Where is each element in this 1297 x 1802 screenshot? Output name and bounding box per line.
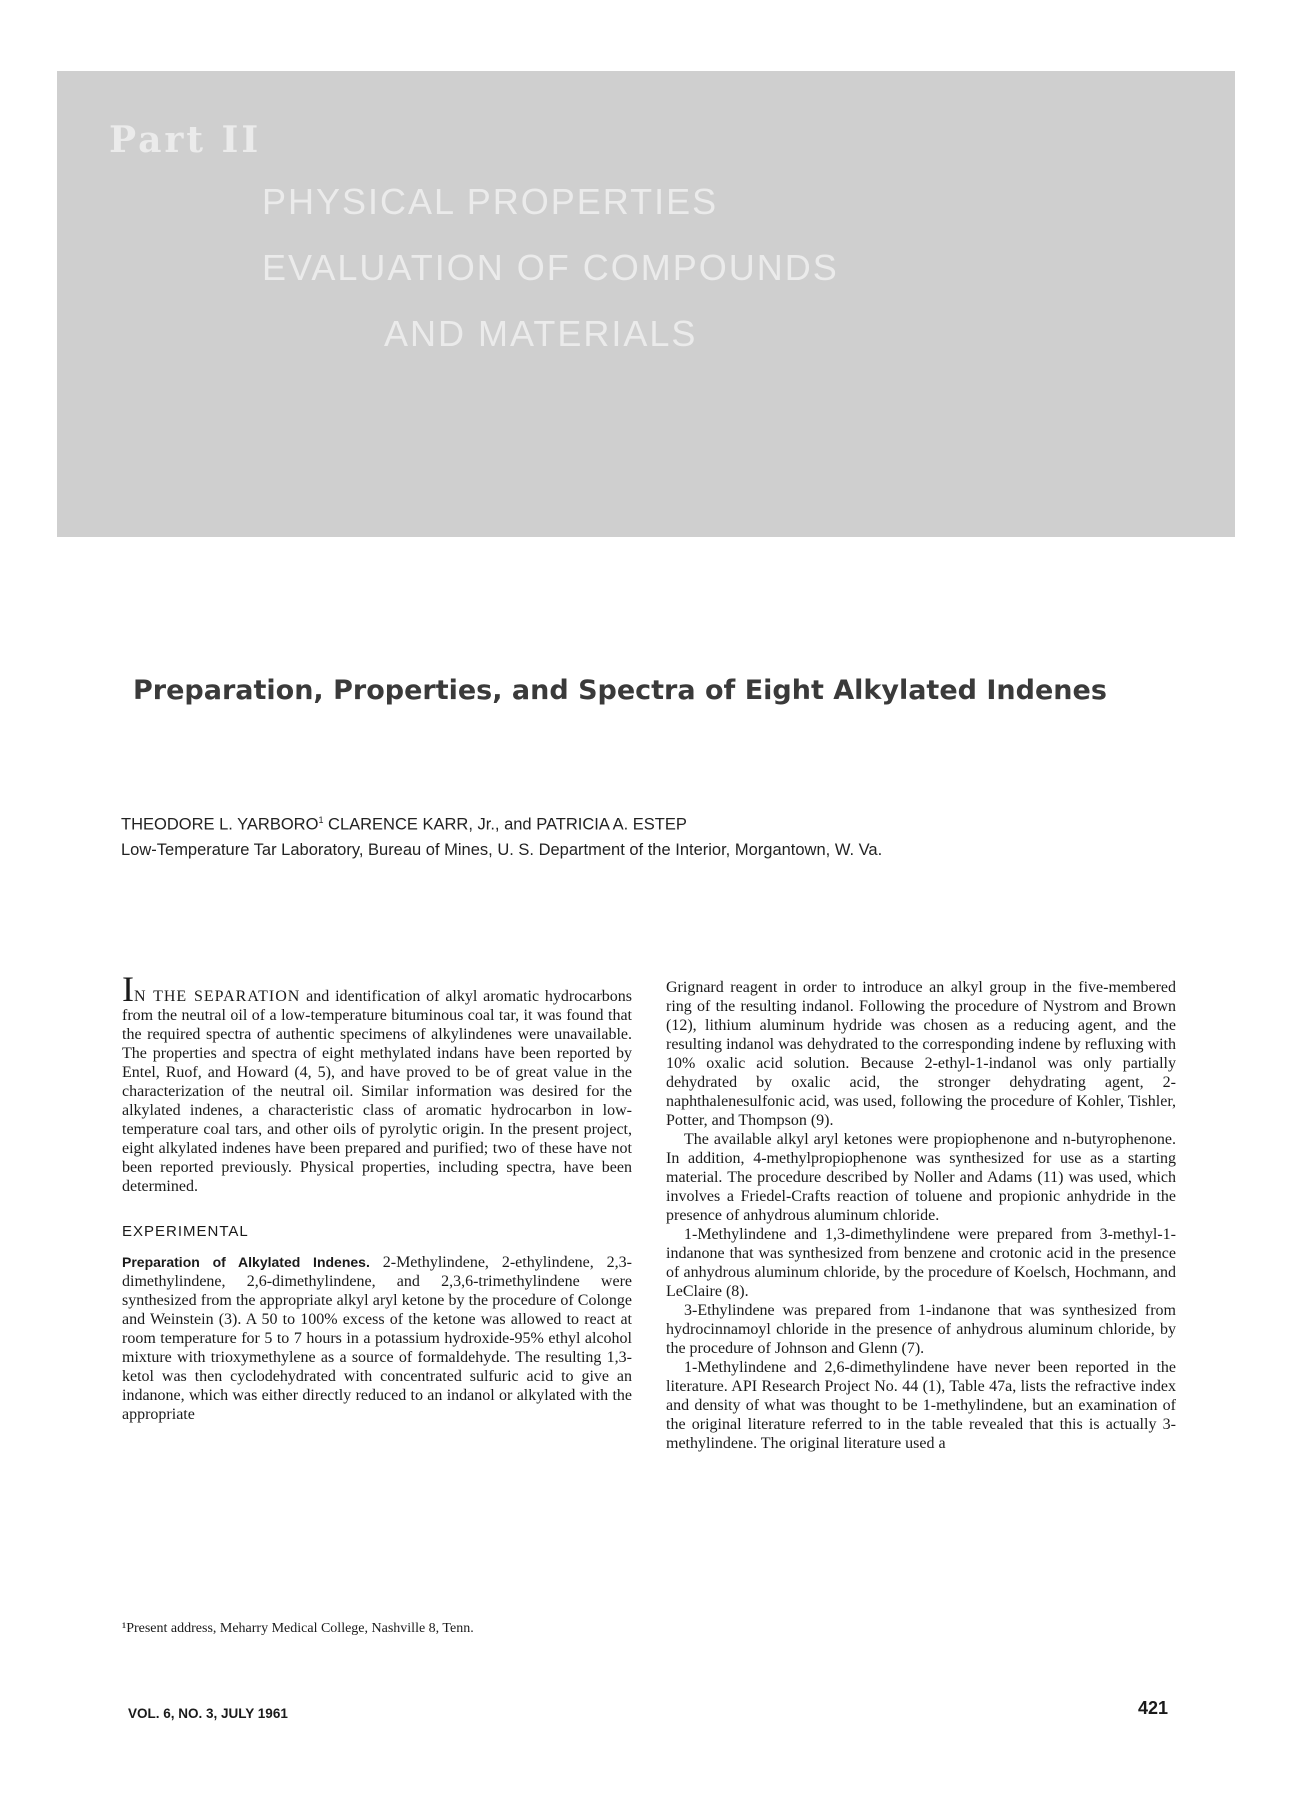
paragraph: Grignard reagent in order to introduce an alkyl group in the five-membered ring of the resulting indanol. Following the procedure of Nystrom and Brown (12), lithium aluminum hydride was chosen as a reducing agent, and the resulting indanol was dehydrated to the corresponding indene by refluxing with 10% oxalic acid solution. Because 2-ethyl-1-indanol was only partially dehydrated by oxalic acid, the stronger dehydrating agent, 2-naphthalenesulfonic acid, was used, following the procedure of Kohler, Tishler, Potter, and Thompson (9).	[666, 979, 1176, 1129]
drop-cap: I	[122, 969, 134, 1009]
footnote-marker: 1	[318, 815, 324, 825]
banner-line-3: AND MATERIALS	[384, 313, 698, 354]
subsection-body: 2-Methylindene, 2-ethylindene, 2,3-dimethylindene, 2,6-dimethylindene, and 2,3,6-trimethylindene were synthesized from the appropriate alkyl aryl ketone by the procedure of Colonge and Weinstein (3). A 50 to 100% excess of the ketone was allowed to react at room temperature for 5 to 7 hours in a potassium hydroxide-95% ethyl alcohol mixture with trioxymethylene as a source of formaldehyde. The resulting 1,3-ketol was then cyclodehydrated with concentrated sulfuric acid to give an indanone, which was either directly reduced to an indanol or alkylated with the appropriate	[122, 1254, 632, 1423]
journal-info: VOL. 6, NO. 3, JULY 1961	[128, 1706, 288, 1721]
left-column	[122, 969, 633, 1424]
author-rest: CLARENCE KARR, Jr., and PATRICIA A. ESTEP	[323, 815, 687, 834]
section-banner	[57, 71, 1235, 537]
part-label: Part II	[109, 119, 262, 161]
banner-line-2: EVALUATION OF COMPOUNDS	[262, 247, 839, 288]
affiliation: Low-Temperature Tar Laboratory, Bureau of Mines, U. S. Department of the Interior, Morgantown, W. Va.	[121, 841, 883, 859]
page-number: 421	[1138, 1698, 1169, 1718]
author-list	[121, 815, 687, 835]
footnote: ¹Present address, Meharry Medical College, Nashville 8, Tenn.	[122, 1621, 474, 1636]
author-first: THEODORE L. YARBORO	[121, 815, 319, 834]
right-column	[666, 978, 1176, 1453]
section-heading: EXPERIMENTAL	[122, 1223, 249, 1240]
intro-paragraph	[122, 969, 633, 1196]
intro-body: and identification of alkyl aromatic hydrocarbons from the neutral oil of a low-temperature bituminous coal tar, it was found that the required spectra of authentic specimens of alkylindenes were unavailable. The properties and spectra of eight methylated indans have been reported by Entel, Ruof, and Howard (4, 5), and have proved to be of great value in the characterization of the neutral oil. Similar information was desired for the alkylated indenes, a characteristic class of aromatic hydrocarbon in low-temperature coal tars, and other oils of pyrolytic origin. In the present project, eight alkylated indenes have been prepared and purified; two of these have not been reported previously. Physical properties, including spectra, have been determined.	[122, 988, 633, 1195]
subsection-paragraph	[122, 1253, 632, 1424]
subsection-heading: Preparation of Alkylated Indenes.	[122, 1254, 370, 1270]
banner-line-1: PHYSICAL PROPERTIES	[262, 181, 719, 222]
paragraph: The available alkyl aryl ketones were propiophenone and n-butyrophenone. In addition, 4-methylpropiophenone was synthesized for use as a starting material. The procedure described by Noller and Adams (11) was used, which involves a Friedel-Crafts reaction of toluene and propionic anhydride in the presence of anhydrous aluminum chloride.	[666, 1131, 1176, 1224]
paragraph: 1-Methylindene and 2,6-dimethylindene have never been reported in the literature. API Research Project No. 44 (1), Table 47a, lists the refractive index and density of what was thought to be 1-methylindene, but an examination of the original literature referred to in the table revealed that this is actually 3-methylindene. The original literature used a	[666, 1359, 1176, 1452]
article-title: Preparation, Properties, and Spectra of Eight Alkylated Indenes	[133, 675, 1107, 706]
paragraph: 3-Ethylindene was prepared from 1-indanone that was synthesized from hydrocinnamoyl chloride in the presence of anhydrous aluminum chloride, by the procedure of Johnson and Glenn (7).	[666, 1302, 1176, 1357]
paragraph: 1-Methylindene and 1,3-dimethylindene were prepared from 3-methyl-1-indanone that was synthesized from benzene and crotonic acid in the presence of anhydrous aluminum chloride, by the procedure of Koelsch, Hochmann, and LeClaire (8).	[666, 1226, 1176, 1300]
intro-lead: N THE SEPARATION	[134, 988, 301, 1005]
